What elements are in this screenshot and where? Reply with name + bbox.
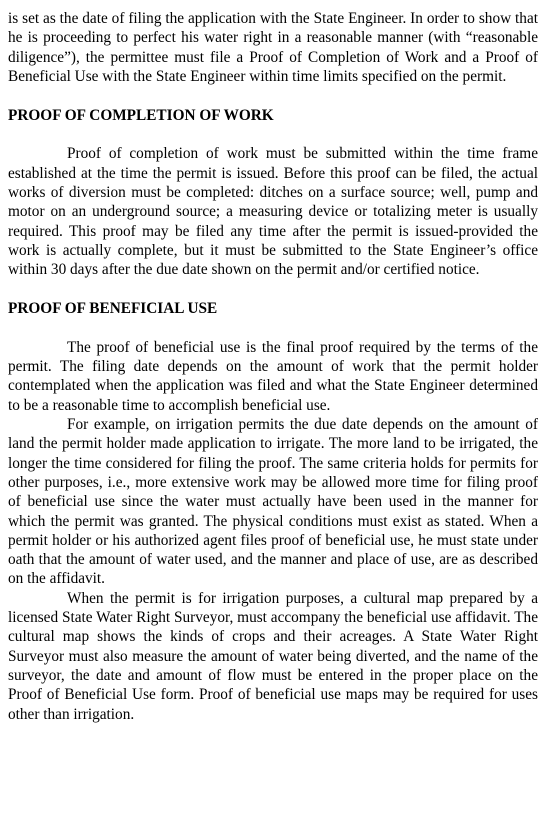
section-heading-beneficial-use: PROOF OF BENEFICIAL USE	[8, 300, 218, 318]
completion-of-work-paragraph: Proof of completion of work must be submitted within the time frame established at the time the permit is issued. Before this proof can be filed, the actual works of diversion must be completed: ditches on a surface source; well, pump and motor on an underground source; a measuring device or totalizing meter is usually required. This proof may be filed any time after the permit is issued-provided the work is actually complete, but it must be submitted to the State Engineer’s office within 30 days after the due date shown on the permit and/or certified notice.	[8, 145, 538, 279]
intro-paragraph: is set as the date of filing the application with the State Engineer. In order to show that he is proceeding to perfect his water right in a reasonable manner (with “reasonable diligence”), the permittee must file a Proof of Completion of Work and a Proof of Beneficial Use with the State Engineer within time limits specified on the permit.	[8, 10, 538, 85]
section-heading-completion-of-work: PROOF OF COMPLETION OF WORK	[8, 106, 274, 124]
beneficial-use-paragraph-1: The proof of beneficial use is the final proof required by the terms of the permit. The filing date depends on the amount of work that the permit holder contemplated when the application was filed and what the State Engineer determined to be a reasonable time to accomplish beneficial use.	[8, 338, 538, 414]
beneficial-use-paragraph-3: When the permit is for irrigation purposes, a cultural map prepared by a licensed State Water Right Surveyor, must accompany the beneficial use affidavit. The cultural map shows the kinds of crops and their acreages. A State Water Right Surveyor must also measure the amount of water being diverted, and the name of the surveyor, the date and amount of flow must be entered in the proper place on the Proof of Beneficial Use form. Proof of beneficial use maps may be required for uses other than irrigation.	[8, 589, 538, 723]
beneficial-use-paragraph-2: For example, on irrigation permits the due date depends on the amount of land the permit holder made application to irrigate. The more land to be irrigated, the longer the time considered for filing the proof. The same criteria holds for permits for other purposes, i.e., more extensive work may be allowed more time for filing proof of beneficial use since the water must actually have been used in the manner for which the permit was granted. The physical conditions must exist as stated. When a permit holder or his authorized agent files proof of beneficial use, he must state under oath that the amount of water used, and the manner and place of use, are as described on the affidavit.	[8, 416, 538, 588]
